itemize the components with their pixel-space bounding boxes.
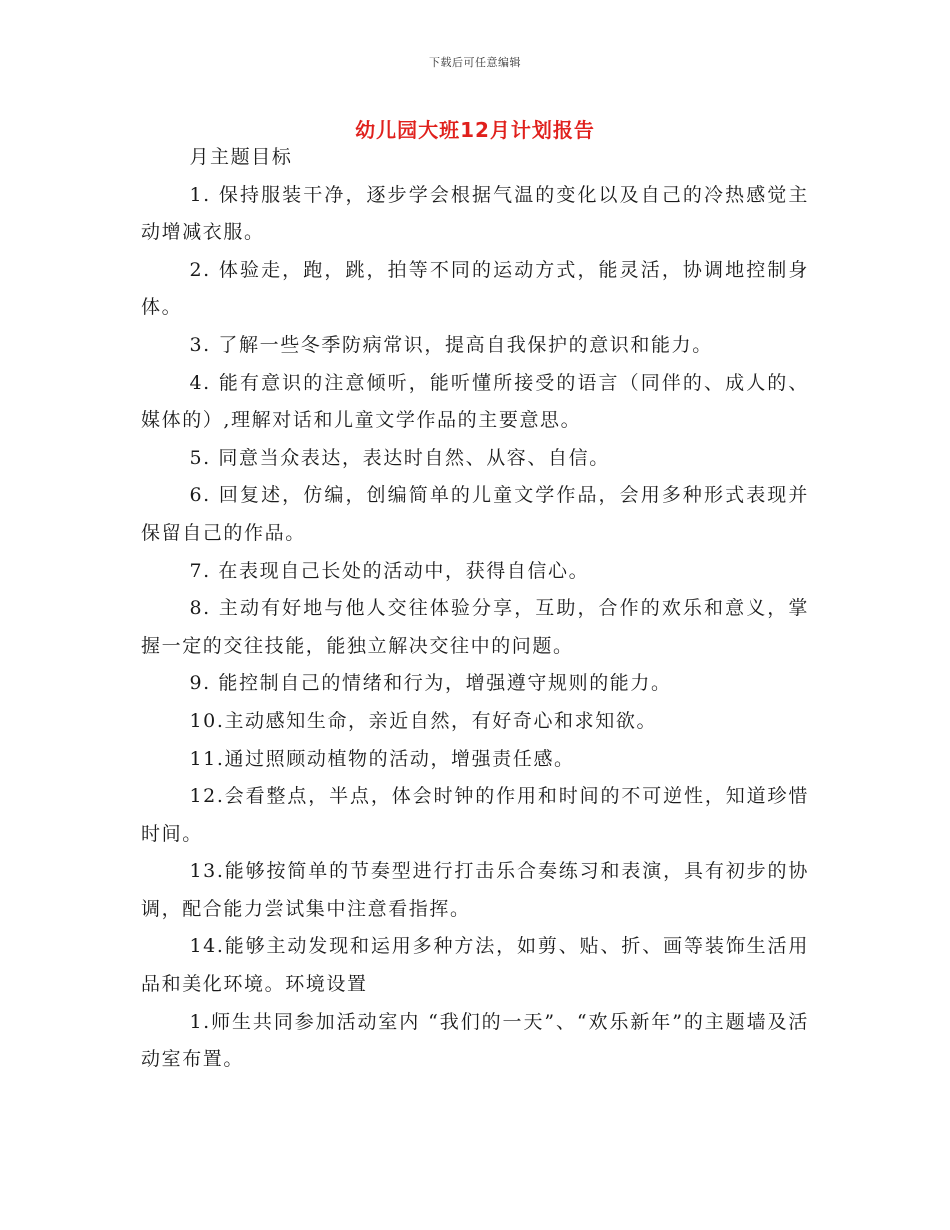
goal-item-3: 3. 了解一些冬季防病常识，提高自我保护的意识和能力。 (189, 333, 713, 356)
goal-item-11: 11.通过照顾动植物的活动，增强责任感。 (189, 747, 575, 770)
goal-item-10: 10.主动感知生命，亲近自然，有好奇心和求知欲。 (189, 709, 658, 732)
goal-item-2: 2. 体验走，跑，跳，拍等不同的运动方式，能灵活，协调地控制身体。 (141, 258, 809, 319)
goal-item-12: 12.会看整点，半点，体会时钟的作用和时间的不可逆性，知道珍惜时间。 (141, 785, 809, 845)
goal-item-4: 4. 能有意识的注意倾听，能听懂所接受的语言（同伴的、成人的、媒体的）,理解对话和儿童文学作品的主要意思。 (141, 371, 809, 432)
goal-item-9: 9. 能控制自己的情绪和行为，增强遵守规则的能力。 (189, 672, 672, 695)
section-heading: 月主题目标 (189, 146, 293, 168)
environment-item-1: 1.师生共同参加活动室内 “我们的一天”、“欢乐新年”的主题墙及活动室布置。 (141, 1010, 809, 1071)
goal-item-6: 6. 回复述，仿编，创编简单的儿童文学作品，会用多种形式表现并保留自己的作品。 (141, 484, 809, 544)
goal-item-14: 14.能够主动发现和运用多种方法，如剪、贴、折、画等装饰生活用品和美化环境。环境设置 (141, 935, 809, 996)
goal-item-8: 8. 主动有好地与他人交往体验分享，互助，合作的欢乐和意义，掌握一定的交往技能，能独立解决交往中的问题。 (141, 597, 809, 657)
page-header-note: 下载后可任意编辑 (429, 56, 521, 69)
goal-item-1: 1. 保持服装干净，逐步学会根据气温的变化以及自己的冷热感觉主动增减衣服。 (141, 183, 809, 244)
goal-item-5: 5. 同意当众表达，表达时自然、从容、自信。 (189, 446, 610, 469)
document-body (141, 139, 809, 1079)
document-title: 幼儿园大班12月计划报告 (355, 118, 595, 142)
goal-item-7: 7. 在表现自己长处的活动中，获得自信心。 (189, 559, 590, 582)
goal-item-13: 13.能够按简单的节奏型进行打击乐合奏练习和表演，具有初步的协调，配合能力尝试集中注意看指挥。 (141, 860, 809, 920)
